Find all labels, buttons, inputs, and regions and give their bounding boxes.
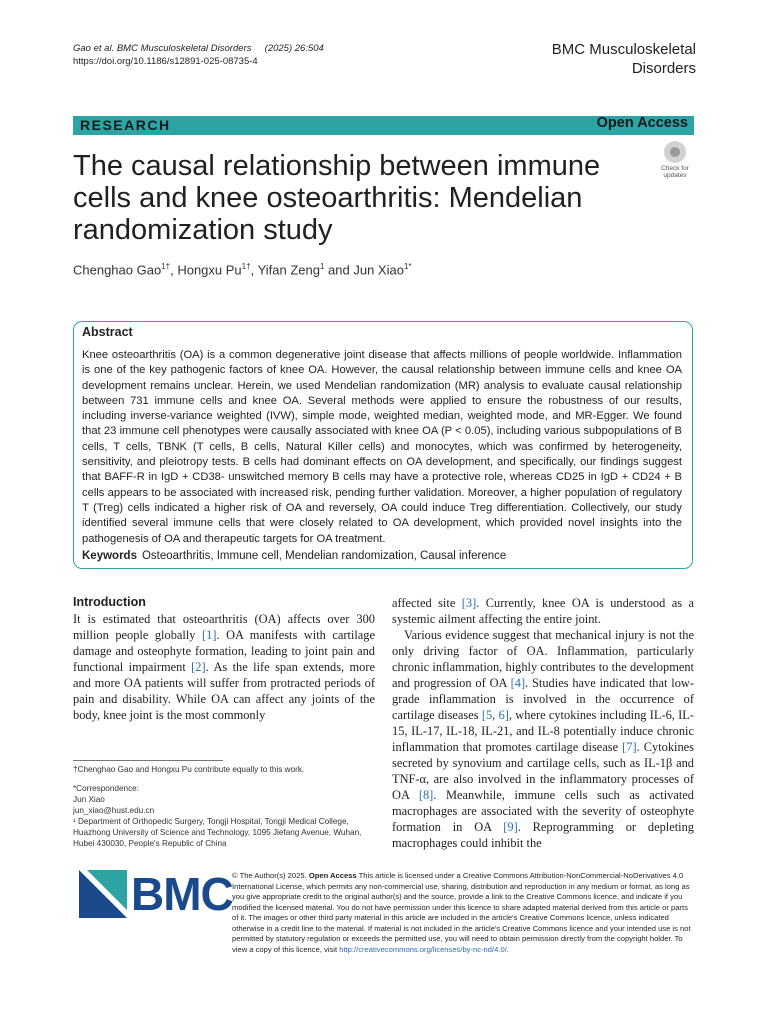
- open-access-label: Open Access: [596, 115, 688, 131]
- reference-link[interactable]: [9]: [503, 820, 518, 834]
- license-end: .: [506, 944, 509, 954]
- article-title: The causal relationship between immune cells and knee osteoarthritis: Mendelian randomization study: [73, 150, 601, 246]
- author-name: Chenghao Gao: [73, 262, 162, 278]
- journal-name: [552, 40, 696, 78]
- intro-paragraph-1-end: [392, 595, 694, 627]
- citation-year-volume: (2025) 26:504: [264, 43, 324, 54]
- footnote-divider: [73, 760, 223, 761]
- author-separator: and: [324, 262, 354, 278]
- license-open-access: Open Access: [308, 871, 357, 880]
- author-name: Yifan Zeng: [257, 262, 320, 278]
- body-text: Various evidence suggest that mechanical injury is not the only driving factor of OA. Inflammation, particularly chronic inflammation, highly contributes to the development and progression of OA: [392, 628, 694, 690]
- check-updates-label-1: Check for: [661, 165, 689, 172]
- reference-link[interactable]: [1]: [202, 628, 217, 642]
- author-affiliation-mark: 1: [319, 262, 325, 271]
- body-text: . Studies have indicated that low-grade inflammation is involved in the occurrence of cartilage diseases: [392, 676, 694, 722]
- journal-name-line1: BMC Musculoskeletal: [551, 41, 696, 58]
- author-separator: ,: [170, 262, 178, 278]
- doi-link[interactable]: https://doi.org/10.1186/s12891-025-08735-4: [73, 56, 258, 67]
- correspondence-label: *Correspondence:: [73, 784, 139, 793]
- introduction-heading: Introduction: [73, 595, 146, 609]
- citation-header: [73, 42, 324, 68]
- article-type-label: RESEARCH: [80, 117, 171, 133]
- citation-journal: Gao et al. BMC Musculoskeletal Disorders: [73, 43, 252, 54]
- bmc-logo-text: BMC: [131, 868, 233, 920]
- check-updates-icon: [664, 141, 686, 163]
- bmc-logo-mark-icon: [79, 870, 127, 918]
- abstract-text: Knee osteoarthritis (OA) is a common degenerative joint disease that affects millions of people worldwide. Inflammation is one of the key pathogenic factors of knee OA. However, the causal relationship between immune cells and knee OA development remains unclear. Herein, we used Mendelian randomization (MR) analysis to evaluate causal relationship between 731 immune cells and knee OA. Several methods were applied to ensure the robustness of our results, including inverse-variance weighted (IVW), simple mode, weighted median, weighted mode, and MR-Egger. We found that 23 immune cell phenotypes were causally associated with knee OA (P < 0.05), including various subpopulations of B cells, T cells, TBNK (T cells, B cells, Natural Killer cells) and monocytes, which was confirmed by heterogeneity, sensitivity, and pleiotropy tests. B cells had dominant effects on OA development, and specifically, our findings suggest that BAFF-R in IgD + CD38- unswitched memory B cells may have a protective role, whereas CD25 in IgD + CD24 + B cells appears to be associated with increased risk, pending further validation. Moreover, a higher population of regulatory T (Treg) cells indicated a higher risk of OA and reversely, OA could induce Treg differentiation. Collectively, our study identified several immune cells that were closely related to OA development, which provided novel insights into the pathogenesis of OA and therapeutic targets for OA treatment.: [82, 349, 682, 545]
- author-separator: ,: [250, 262, 258, 278]
- body-text: , where cytokines including IL-6, IL-15, IL-17, IL-18, IL-21, and IL-8 potentially induce chronic inflammation that promotes cartilage disease: [392, 708, 694, 754]
- body-text: affected site: [392, 596, 462, 610]
- body-text: . OA manifests with cartilage damage and osteophyte formation, leading to joint pain and functional impairment: [73, 628, 375, 674]
- reference-link[interactable]: [5: [481, 708, 493, 722]
- intro-left-column: [73, 611, 375, 723]
- body-text: . Cytokines secreted by synovium and cartilage cells, such as IL-1β and TNF-α, are also involved in the inflammatory processes of OA: [392, 740, 694, 802]
- journal-name-line2: Disorders: [631, 60, 696, 77]
- reference-link[interactable]: 6]: [498, 708, 509, 722]
- bmc-logo: [79, 868, 233, 920]
- check-for-updates-badge[interactable]: [656, 141, 694, 181]
- intro-paragraph-2: [392, 627, 694, 851]
- author-affiliation-mark: 1*: [403, 262, 412, 271]
- license-statement: [232, 871, 694, 955]
- author-list: [73, 262, 412, 277]
- intro-right-column: [392, 595, 694, 851]
- body-text: ,: [492, 708, 499, 722]
- license-url-link[interactable]: http://creativecommons.org/licenses/by-nc-nd/4.0/: [339, 944, 507, 954]
- affiliation-note: ¹ Department of Orthopedic Surgery, Tongji Hospital, Tongji Medical College, Huazhong University of Science and Technology, 1095 Jiefang Avenue, Wuhan, Hubei 430030, People's Republic of China: [73, 817, 362, 848]
- reference-link[interactable]: [3]: [461, 596, 477, 610]
- copyright-text: © The Author(s) 2025.: [232, 871, 307, 880]
- keywords-list: Osteoarthritis, Immune cell, Mendelian randomization, Causal inference: [141, 550, 507, 562]
- body-text: . Meanwhile, immune cells such as activated macrophages are associated with the severity of osteophyte formation in OA: [392, 788, 695, 834]
- body-text: . Reprogramming or depleting macrophages could inhibit the: [392, 820, 694, 850]
- reference-link[interactable]: [4]: [510, 676, 526, 690]
- abstract-heading: Abstract: [82, 325, 133, 339]
- body-text: . Currently, knee OA is understood as a systemic ailment affecting the entire joint.: [392, 596, 694, 626]
- author-name: Hongxu Pu: [177, 262, 242, 278]
- author-affiliation-mark: 1†: [161, 262, 171, 271]
- check-updates-label-2: updates: [663, 172, 687, 179]
- correspondence-email[interactable]: jun_xiao@hust.edu.cn: [73, 806, 155, 815]
- body-text: It is estimated that osteoarthritis (OA) affects over 300 million people globally: [73, 612, 375, 642]
- keywords-label: Keywords: [82, 550, 137, 562]
- keywords: [82, 550, 682, 562]
- reference-link[interactable]: [2]: [191, 660, 206, 674]
- author-affiliation-mark: 1†: [241, 262, 251, 271]
- author-name: Jun Xiao: [353, 262, 404, 278]
- body-text: . As the life span extends, more and more OA patients will suffer from protracted periods of pain and disability. While OA can affect any joints of the body, knee joint is the most commonly: [73, 660, 375, 722]
- license-body: This article is licensed under a Creative Commons Attribution-NonCommercial-NoDerivatives 4.0 International License, which permits any non-commercial use, sharing, distribution and reproduction in any medium or format, as long as you give appropriate credit to the original author(s) and the source, provide a link to the Creative Commons licence, and indicate if you modified the licensed material. You do not have permission under this licence to share adapted material derived from this article or parts of it. The images or other third party material in this article are included in the article's Creative Commons licence, unless indicated otherwise in a credit line to the material. If material is not included in the article's Creative Commons licence and your intended use is not permitted by statutory regulation or exceeds the permitted use, you will need to obtain permission directly from the copyright holder. To view a copy of this licence, visit: [232, 871, 691, 954]
- reference-link[interactable]: [7]: [622, 740, 637, 754]
- correspondence-name: Jun Xiao: [73, 795, 105, 804]
- equal-contribution-note: †Chenghao Gao and Hongxu Pu contribute equally to this work.: [73, 765, 305, 774]
- reference-link[interactable]: [8]: [418, 788, 434, 802]
